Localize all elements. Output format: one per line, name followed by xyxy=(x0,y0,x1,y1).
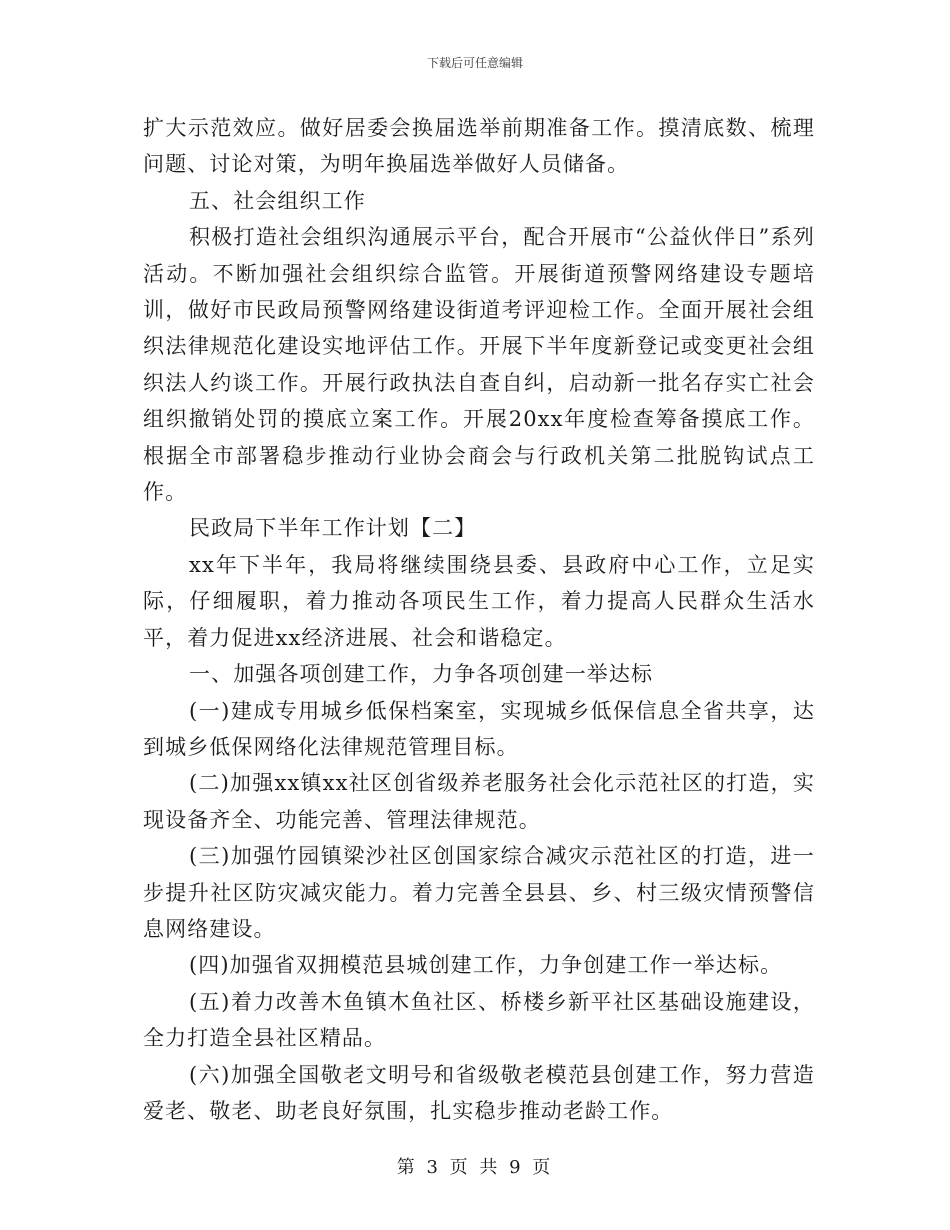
section-heading: 五、社会组织工作 xyxy=(189,188,366,213)
document-body xyxy=(143,110,815,1129)
list-item: (五)着力改善木鱼镇木鱼社区、桥楼乡新平社区基础设施建设，全力打造全县社区精品。 xyxy=(143,989,815,1051)
page-number: 第 3 页 共 9 页 xyxy=(396,1157,554,1178)
list-item: (六)加强全国敬老文明号和省级敬老模范县创建工作，努力营造爱老、敬老、助老良好氛围，扎实稳步推动老龄工作。 xyxy=(143,1062,815,1123)
list-item: (三)加强竹园镇梁沙社区创国家综合减灾示范社区的打造，进一步提升社区防灾减灾能力。着力完善全县县、乡、村三级灾情预警信息网络建设。 xyxy=(143,844,815,941)
paragraph: 积极打造社会组织沟通展示平台，配合开展市“公益伙伴日”系列活动。不断加强社会组织综合监管。开展街道预警网络建设专题培训，做好市民政局预警网络建设街道考评迎检工作。全面开展社会组织法律规范化建设实地评估工作。开展下半年度新登记或变更社会组织法人约谈工作。开展行政执法自查自纠，启动新一批名存实亡社会组织撤销处罚的摸底立案工作。开展20xx年度检查筹备摸底工作。根据全市部署稳步推动行业协会商会与行政机关第二批脱钩试点工作。 xyxy=(143,225,815,505)
page-header: 下载后可任意编辑 xyxy=(426,56,523,70)
paragraph: xx年下半年，我局将继续围绕县委、县政府中心工作，立足实际，仔细履职，着力推动各项民生工作，着力提高人民群众生活水平，着力促进xx经济进展、社会和谐稳定。 xyxy=(143,552,815,650)
list-item: (四)加强省双拥模范县城创建工作，力争创建工作一举达标。 xyxy=(189,953,783,978)
document-title: 民政局下半年工作计划【二】 xyxy=(189,516,477,541)
section-heading: 一、加强各项创建工作，力争各项创建一举达标 xyxy=(189,662,654,687)
paragraph: 扩大示范效应。做好居委会换届选举前期准备工作。摸清底数、梳理问题、讨论对策，为明年换届选举做好人员储备。 xyxy=(143,116,815,177)
list-item: (一)建成专用城乡低保档案室，实现城乡低保信息全省共享，达到城乡低保网络化法律规范管理目标。 xyxy=(143,698,815,759)
list-item: (二)加强xx镇xx社区创省级养老服务社会化示范社区的打造，实现设备齐全、功能完善、管理法律规范。 xyxy=(143,771,815,832)
